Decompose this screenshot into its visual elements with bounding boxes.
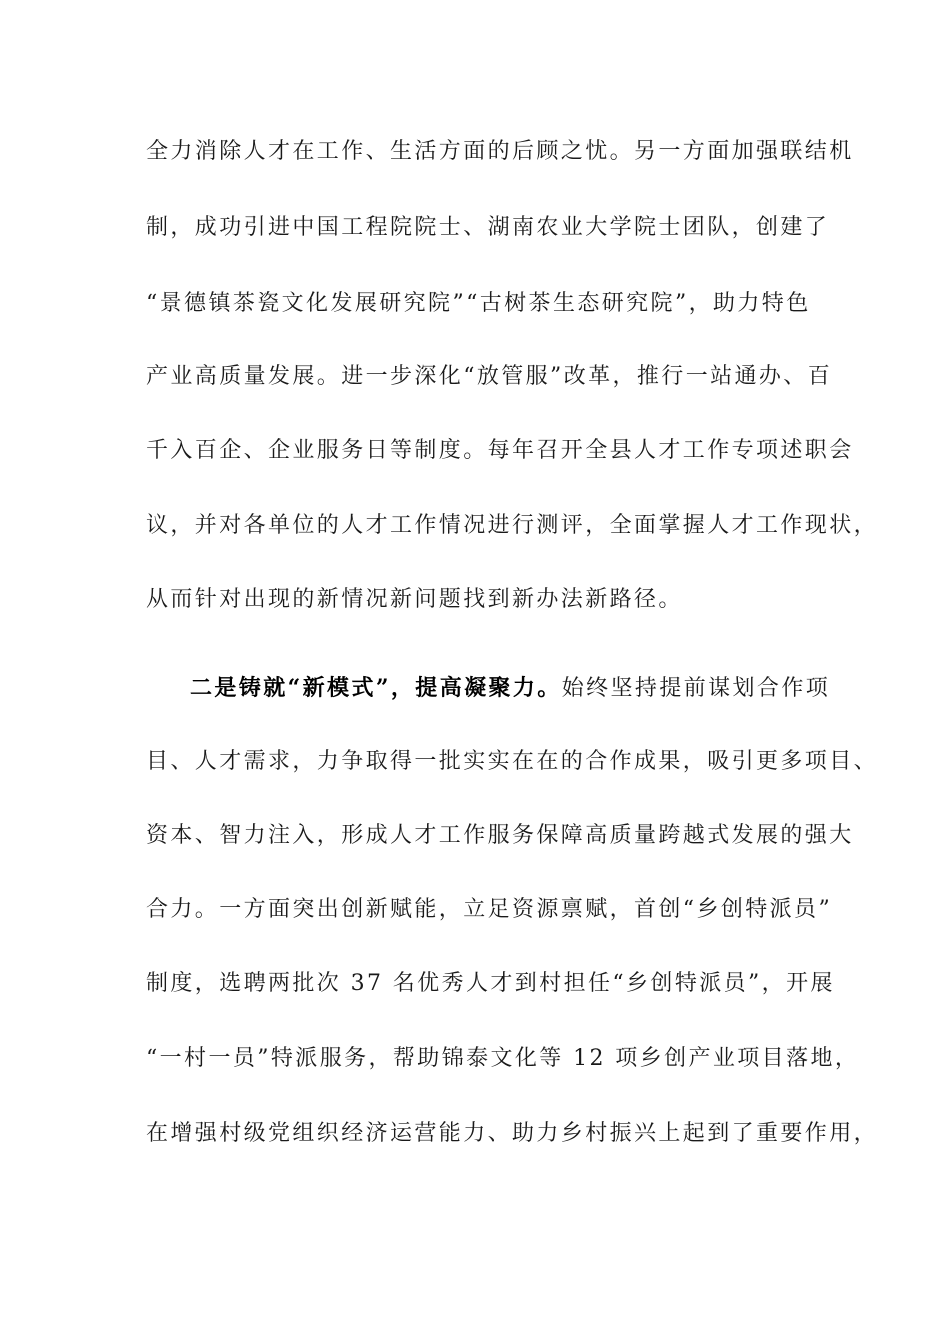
paragraph-2-first-line xyxy=(190,673,860,704)
paragraph-2-line-4: 合力。一方面突出创新赋能，立足资源禀赋，首创“乡创特派员” xyxy=(146,897,833,922)
paragraph-1-line-4: 产业高质量发展。进一步深化“放管服”改革，推行一站通办、百 xyxy=(146,364,833,389)
paragraph-1-line-6: 议，并对各单位的人才工作情况进行测评，全面掌握人才工作现状， xyxy=(146,513,879,538)
paragraph-2-line-7: 在增强村级党组织经济运营能力、助力乡村振兴上起到了重要作用， xyxy=(146,1121,879,1146)
paragraph-2-line-6: “一村一员”特派服务，帮助锦泰文化等 12 项乡创产业项目落地， xyxy=(146,1046,860,1071)
paragraph-1-line-1: 全力消除人才在工作、生活方面的后顾之忧。另一方面加强联结机 xyxy=(146,139,854,164)
paragraph-1-line-2: 制，成功引进中国工程院院士、湖南农业大学院士团队，创建了 xyxy=(146,215,830,240)
paragraph-1-line-3: “景德镇茶瓷文化发展研究院”“古树茶生态研究院”，助力特色 xyxy=(146,291,811,316)
paragraph-1-line-7: 从而针对出现的新情况新问题找到新办法新路径。 xyxy=(146,587,683,612)
paragraph-2-line-5: 制度，选聘两批次 37 名优秀人才到村担任“乡创特派员”，开展 xyxy=(146,971,835,996)
paragraph-2-line-3: 资本、智力注入，形成人才工作服务保障高质量跨越式发展的强大 xyxy=(146,823,854,848)
section-heading: 二是铸就“新模式”，提高凝聚力。 xyxy=(190,675,562,701)
paragraph-1-line-5: 千入百企、企业服务日等制度。每年召开全县人才工作专项述职会 xyxy=(146,438,854,463)
paragraph-2-line-2: 目、人才需求，力争取得一批实实在在的合作成果，吸引更多项目、 xyxy=(146,749,879,774)
paragraph-2-line-1-rest: 始终坚持提前谋划合作项 xyxy=(561,676,831,701)
